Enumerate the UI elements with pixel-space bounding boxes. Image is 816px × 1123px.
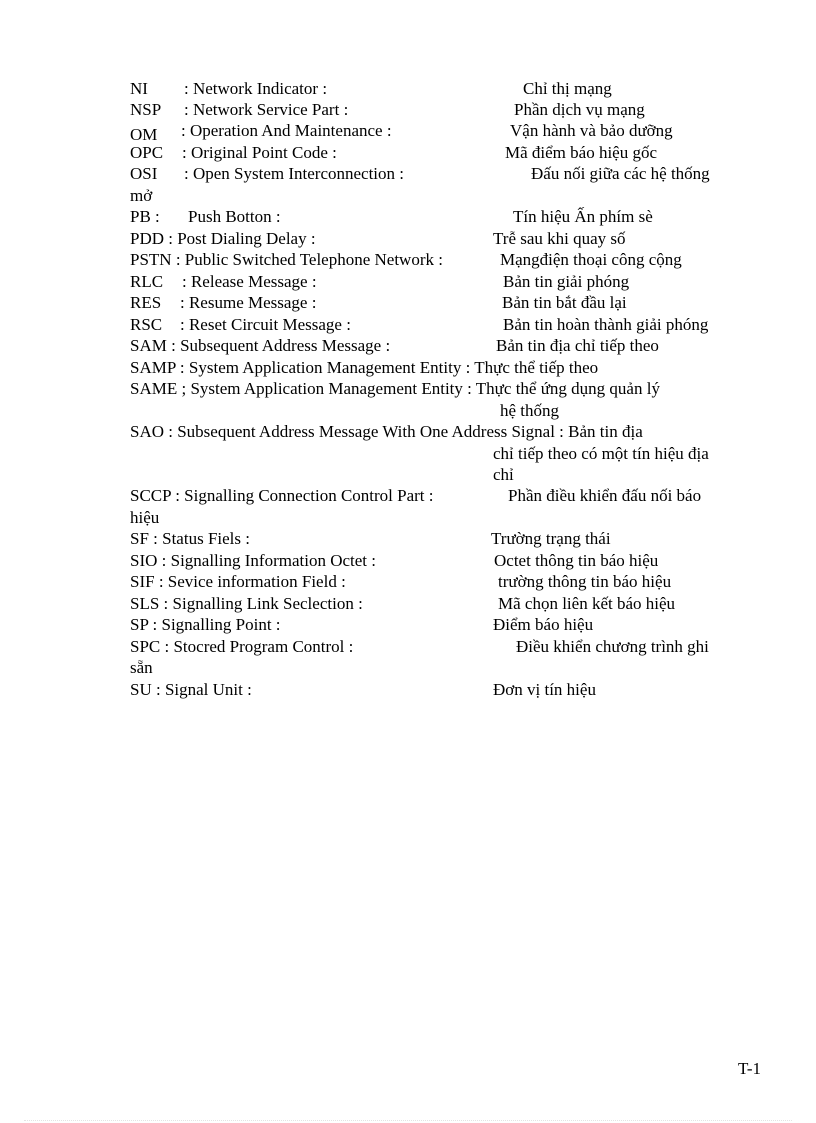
translation-sls: Mã chọn liên kết báo hiệu bbox=[498, 594, 676, 613]
translation-su: Đơn vị tín hiệu bbox=[493, 680, 596, 699]
translation-pdd: Trễ sau khi quay số bbox=[493, 229, 626, 248]
entry-sao: SAO : Subsequent Address Message With One Address Signal : Bản tin địa bbox=[130, 422, 643, 441]
term-opc: OPC bbox=[130, 143, 164, 162]
entry-su: SU : Signal Unit : bbox=[130, 680, 252, 699]
translation-nsp: Phần dịch vụ mạng bbox=[514, 100, 645, 119]
translation-pstn: Mạngđiện thoại công cộng bbox=[500, 250, 682, 269]
entry-sp: SP : Signalling Point : bbox=[130, 615, 281, 634]
translation-rsc: Bản tin hoàn thành giải phóng bbox=[503, 315, 709, 334]
entry-pdd: PDD : Post Dialing Delay : bbox=[130, 229, 316, 248]
definition-ni: : Network Indicator : bbox=[184, 79, 328, 98]
translation-sf: Trường trạng thái bbox=[491, 529, 611, 548]
term-rsc: RSC bbox=[130, 315, 163, 334]
entry-sam: SAM : Subsequent Address Message : bbox=[130, 336, 391, 355]
term-res: RES bbox=[130, 293, 162, 312]
definition-opc: : Original Point Code : bbox=[182, 143, 337, 162]
translation-ni: Chỉ thị mạng bbox=[523, 79, 612, 98]
definition-rlc: : Release Message : bbox=[182, 272, 317, 291]
translation-rlc: Bản tin giải phóng bbox=[503, 272, 630, 291]
entry-spc: SPC : Stocred Program Control : bbox=[130, 637, 354, 656]
entry-samp: SAMP : System Application Management Entity : Thực thể tiếp theo bbox=[130, 358, 599, 377]
term-nsp: NSP bbox=[130, 100, 162, 119]
term-rlc: RLC bbox=[130, 272, 164, 291]
translation-opc: Mã điểm báo hiệu gốc bbox=[505, 143, 658, 162]
translation-pb: Tín hiệu Ấn phím sè bbox=[513, 207, 653, 226]
translation-sio: Octet thông tin báo hiệu bbox=[494, 551, 659, 570]
definition-res: : Resume Message : bbox=[180, 293, 317, 312]
term-osi: OSI bbox=[130, 164, 158, 183]
translation-osi-cont: mở bbox=[130, 186, 153, 205]
entry-same: SAME ; System Application Management Entity : Thực thể ứng dụng quản lý bbox=[130, 379, 660, 398]
term-om: OM bbox=[130, 125, 158, 144]
translation-osi: Đấu nối giữa các hệ thống bbox=[531, 164, 710, 183]
translation-spc-cont: sẵn bbox=[130, 658, 153, 677]
translation-sif: trường thông tin báo hiệu bbox=[498, 572, 672, 591]
entry-sif: SIF : Sevice information Field : bbox=[130, 572, 346, 591]
entry-sls: SLS : Signalling Link Seclection : bbox=[130, 594, 363, 613]
footer-divider bbox=[24, 1120, 792, 1121]
entry-sccp: SCCP : Signalling Connection Control Part : bbox=[130, 486, 434, 505]
translation-spc: Điều khiển chương trình ghi bbox=[516, 637, 709, 656]
translation-sccp-cont: hiệu bbox=[130, 508, 160, 527]
definition-nsp: : Network Service Part : bbox=[184, 100, 349, 119]
translation-om: Vận hành và bảo dưỡng bbox=[510, 121, 673, 140]
term-pb: PB : bbox=[130, 207, 160, 226]
entry-sf: SF : Status Fiels : bbox=[130, 529, 250, 548]
translation-res: Bản tin bắt đầu lại bbox=[502, 293, 627, 312]
translation-sao-cont-1: chỉ tiếp theo có một tín hiệu địa bbox=[493, 444, 709, 463]
translation-sp: Điểm báo hiệu bbox=[493, 615, 594, 634]
translation-sccp: Phần điều khiển đấu nối báo bbox=[508, 486, 702, 505]
definition-om: : Operation And Maintenance : bbox=[181, 121, 392, 140]
translation-same-cont: hệ thống bbox=[500, 401, 560, 420]
definition-pb: Push Botton : bbox=[188, 207, 281, 226]
definition-osi: : Open System Interconnection : bbox=[184, 164, 405, 183]
page-number: T-1 bbox=[738, 1059, 761, 1078]
term-ni: NI bbox=[130, 79, 148, 98]
definition-rsc: : Reset Circuit Message : bbox=[180, 315, 351, 334]
translation-sao-cont-2: chỉ bbox=[493, 465, 514, 484]
entry-sio: SIO : Signalling Information Octet : bbox=[130, 551, 376, 570]
entry-pstn: PSTN : Public Switched Telephone Network : bbox=[130, 250, 443, 269]
translation-sam: Bản tin địa chỉ tiếp theo bbox=[496, 336, 659, 355]
